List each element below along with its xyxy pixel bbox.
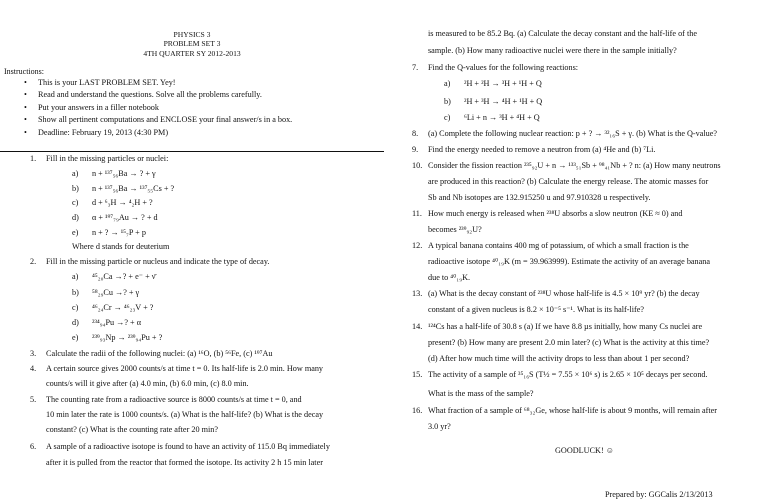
sub-text: ²H + ³H → ⁴H + ¹H + Q: [464, 97, 543, 106]
question-text: (a) Complete the following nuclear reaction: p + ? → ³²₁₆S + γ. (b) What is the Q-value?: [428, 129, 718, 138]
question-number: 1.: [30, 154, 37, 163]
question-text: are produced in this reaction? (b) Calculate the energy release. The atomic masses for: [428, 177, 709, 186]
sub-text: ²³⁹₉₃Np → ²³⁹₉₄Pu + ?: [92, 333, 163, 342]
document-header: [0, 30, 384, 58]
question-number: 16.: [412, 406, 423, 415]
question-text: (a) What is the decay constant of ²³⁸U whose half-life is 4.5 × 10⁹ yr? (b) the decay: [428, 289, 700, 298]
question-text: counts/s will it give after (a) 4.0 min, (b) 6.0 min, (c) 8.0 min.: [46, 379, 249, 388]
question-text: A sample of a radioactive isotope is found to have an activity of 115.0 Bq immediately: [46, 442, 330, 451]
question-number: 4.: [30, 364, 37, 373]
question-text: Fill in the missing particle or nucleus and indicate the type of decay.: [46, 257, 270, 266]
question-text: Find the energy needed to remove a neutron from (a) ⁴He and (b) ⁷Li.: [428, 145, 656, 154]
question-text: Fill in the missing particles or nuclei:: [46, 154, 169, 163]
question-text: radioactive isotope ⁴⁰₁₉K (m = 39.963999). Estimate the activity of an average banana: [428, 257, 711, 266]
instruction-item: • Put your answers in a filler notebook: [24, 102, 376, 114]
question-number: 13.: [412, 289, 423, 298]
question-text: 10 min later the rate is 1000 counts/s. (a) What is the half-life? (b) What is the decay: [46, 410, 324, 419]
question-text: present? (b) How many are present 2.0 min later? (c) What is the activity at this time?: [428, 338, 710, 347]
sub-letter: e): [72, 333, 79, 342]
sub-letter: c): [72, 198, 79, 207]
instruction-item: • This is your LAST PROBLEM SET. Yey!: [24, 77, 376, 89]
question-text: sample. (b) How many radioactive nuclei were there in the sample initially?: [428, 46, 677, 55]
sub-text: α + ¹⁹⁷₇₉Au → ? + d: [92, 213, 158, 222]
question-number: 15.: [412, 370, 423, 379]
question-number: 7.: [412, 63, 419, 72]
sub-letter: c): [72, 303, 79, 312]
question-text: ¹²⁴Cs has a half-life of 30.8 s (a) If we have 8.8 µs initially, how many Cs nuclei are: [428, 322, 703, 331]
goodluck-message: GOODLUCK! ☺: [555, 446, 615, 455]
question-number: 6.: [30, 442, 37, 451]
question-text: The activity of a sample of ³⁵₁₆S (T½ = 7.55 × 10⁶ s) is 2.65 × 10⁵ decays per second.: [428, 370, 708, 379]
sub-letter: d): [72, 318, 79, 327]
question-note: Where d stands for deuterium: [72, 242, 170, 251]
question-text: Consider the fission reaction ²³⁵₉₂U + n → ¹³³₅₁Sb + ⁹⁸₄₁Nb + ? n: (a) How many neutrons: [428, 161, 721, 170]
question-number: 5.: [30, 395, 37, 404]
question-number: 12.: [412, 241, 423, 250]
section-divider: [0, 151, 384, 152]
sub-letter: b): [72, 288, 79, 297]
question-text: Calculate the radii of the following nuclei: (a) ¹⁶O, (b) ⁵⁶Fe, (c) ¹⁹⁷Au: [46, 349, 273, 358]
sub-letter: c): [444, 113, 451, 122]
question-text: constant of a given nucleus is 8.2 × 10⁻⁵ s⁻¹. What is its half-life?: [428, 305, 645, 314]
question-text: What is the mass of the sample?: [428, 389, 534, 398]
sub-letter: e): [72, 228, 79, 237]
instruction-item: • Deadline: February 19, 2013 (4:30 PM): [24, 127, 376, 139]
question-number: 11.: [412, 209, 422, 218]
question-text: A certain source gives 2000 counts/s at time t = 0. Its half-life is 2.0 min. How many: [46, 364, 324, 373]
question-text: is measured to be 85.2 Bq. (a) Calculate the decay constant and the half-life of the: [428, 29, 697, 38]
question-number: 10.: [412, 161, 423, 170]
question-text: What fraction of a sample of ⁶⁸₃₂Ge, whose half-life is about 9 months, will remain after: [428, 406, 718, 415]
question-text: (d) After how much time will the activity drops to less than about 1 per second?: [428, 354, 690, 363]
instruction-item: • Show all pertinent computations and ENCLOSE your final answer/s in a box.: [24, 114, 376, 126]
sub-text: ⁶Li + n → ³H + ⁴H + Q: [464, 113, 540, 122]
instructions-list: [24, 77, 376, 139]
sub-letter: b): [444, 97, 451, 106]
quarter-title: 4TH QUARTER SY 2012-2013: [143, 48, 241, 58]
question-text: due to ⁴⁰₁₉K.: [428, 273, 471, 282]
question-text: 3.0 yr?: [428, 422, 451, 431]
question-text: How much energy is released when ²³⁸U absorbs a slow neutron (KE ≈ 0) and: [428, 209, 683, 218]
sub-text: ⁴⁶₂₄Cr → ⁴⁶₂₃V + ?: [92, 303, 154, 312]
question-text: A typical banana contains 400 mg of potassium, of which a small fraction is the: [428, 241, 689, 250]
question-number: 3.: [30, 349, 37, 358]
question-text: constant? (c) What is the counting rate after 20 min?: [46, 425, 218, 434]
question-number: 14.: [412, 322, 423, 331]
sub-letter: a): [72, 169, 79, 178]
question-number: 2.: [30, 257, 37, 266]
question-text: The counting rate from a radioactive source is 8000 counts/s at time t = 0, and: [46, 395, 302, 404]
question-text: Find the Q-values for the following reactions:: [428, 63, 579, 72]
sub-text: n + ¹³⁷₅₆Ba → ? + γ: [92, 169, 156, 178]
sub-letter: a): [444, 79, 451, 88]
question-number: 8.: [412, 129, 419, 138]
instruction-item: • Read and understand the questions. Solve all the problems carefully.: [24, 89, 376, 101]
sub-text: ⁵⁸₂₉Cu →? + γ: [92, 288, 140, 297]
sub-text: n + ? → ¹⁵₇P + p: [92, 228, 146, 237]
problem-set-title: PROBLEM SET 3: [163, 39, 221, 49]
course-title: PHYSICS 3: [173, 30, 211, 39]
sub-text: ⁴⁵₂₀Ca →? + e⁻ + ν̄: [92, 272, 156, 281]
sub-text: ²³⁴₉₄Pu →? + α: [92, 318, 141, 327]
question-text: after it is pulled from the reactor that formed the isotope. Its activity 2 h 15 min later: [46, 458, 323, 467]
sub-letter: b): [72, 184, 79, 193]
prepared-by: Prepared by: GGCalis 2/13/2013: [605, 490, 713, 499]
sub-text: n + ¹³⁷₅₆Ba → ¹³⁷₅₅Cs + ?: [92, 184, 175, 193]
sub-text: d + ⁶₃H → ⁴₂H + ?: [92, 198, 153, 207]
sub-text: ²H + ²H → ³H + ¹H + Q: [464, 79, 542, 88]
question-text: becomes ²³⁹₉₂U?: [428, 225, 482, 234]
question-number: 9.: [412, 145, 419, 154]
question-text: Sb and Nb isotopes are 132.915250 u and 97.910328 u respectively.: [428, 193, 651, 202]
sub-letter: a): [72, 272, 79, 281]
sub-letter: d): [72, 213, 79, 222]
instructions-title: Instructions:: [4, 67, 44, 76]
